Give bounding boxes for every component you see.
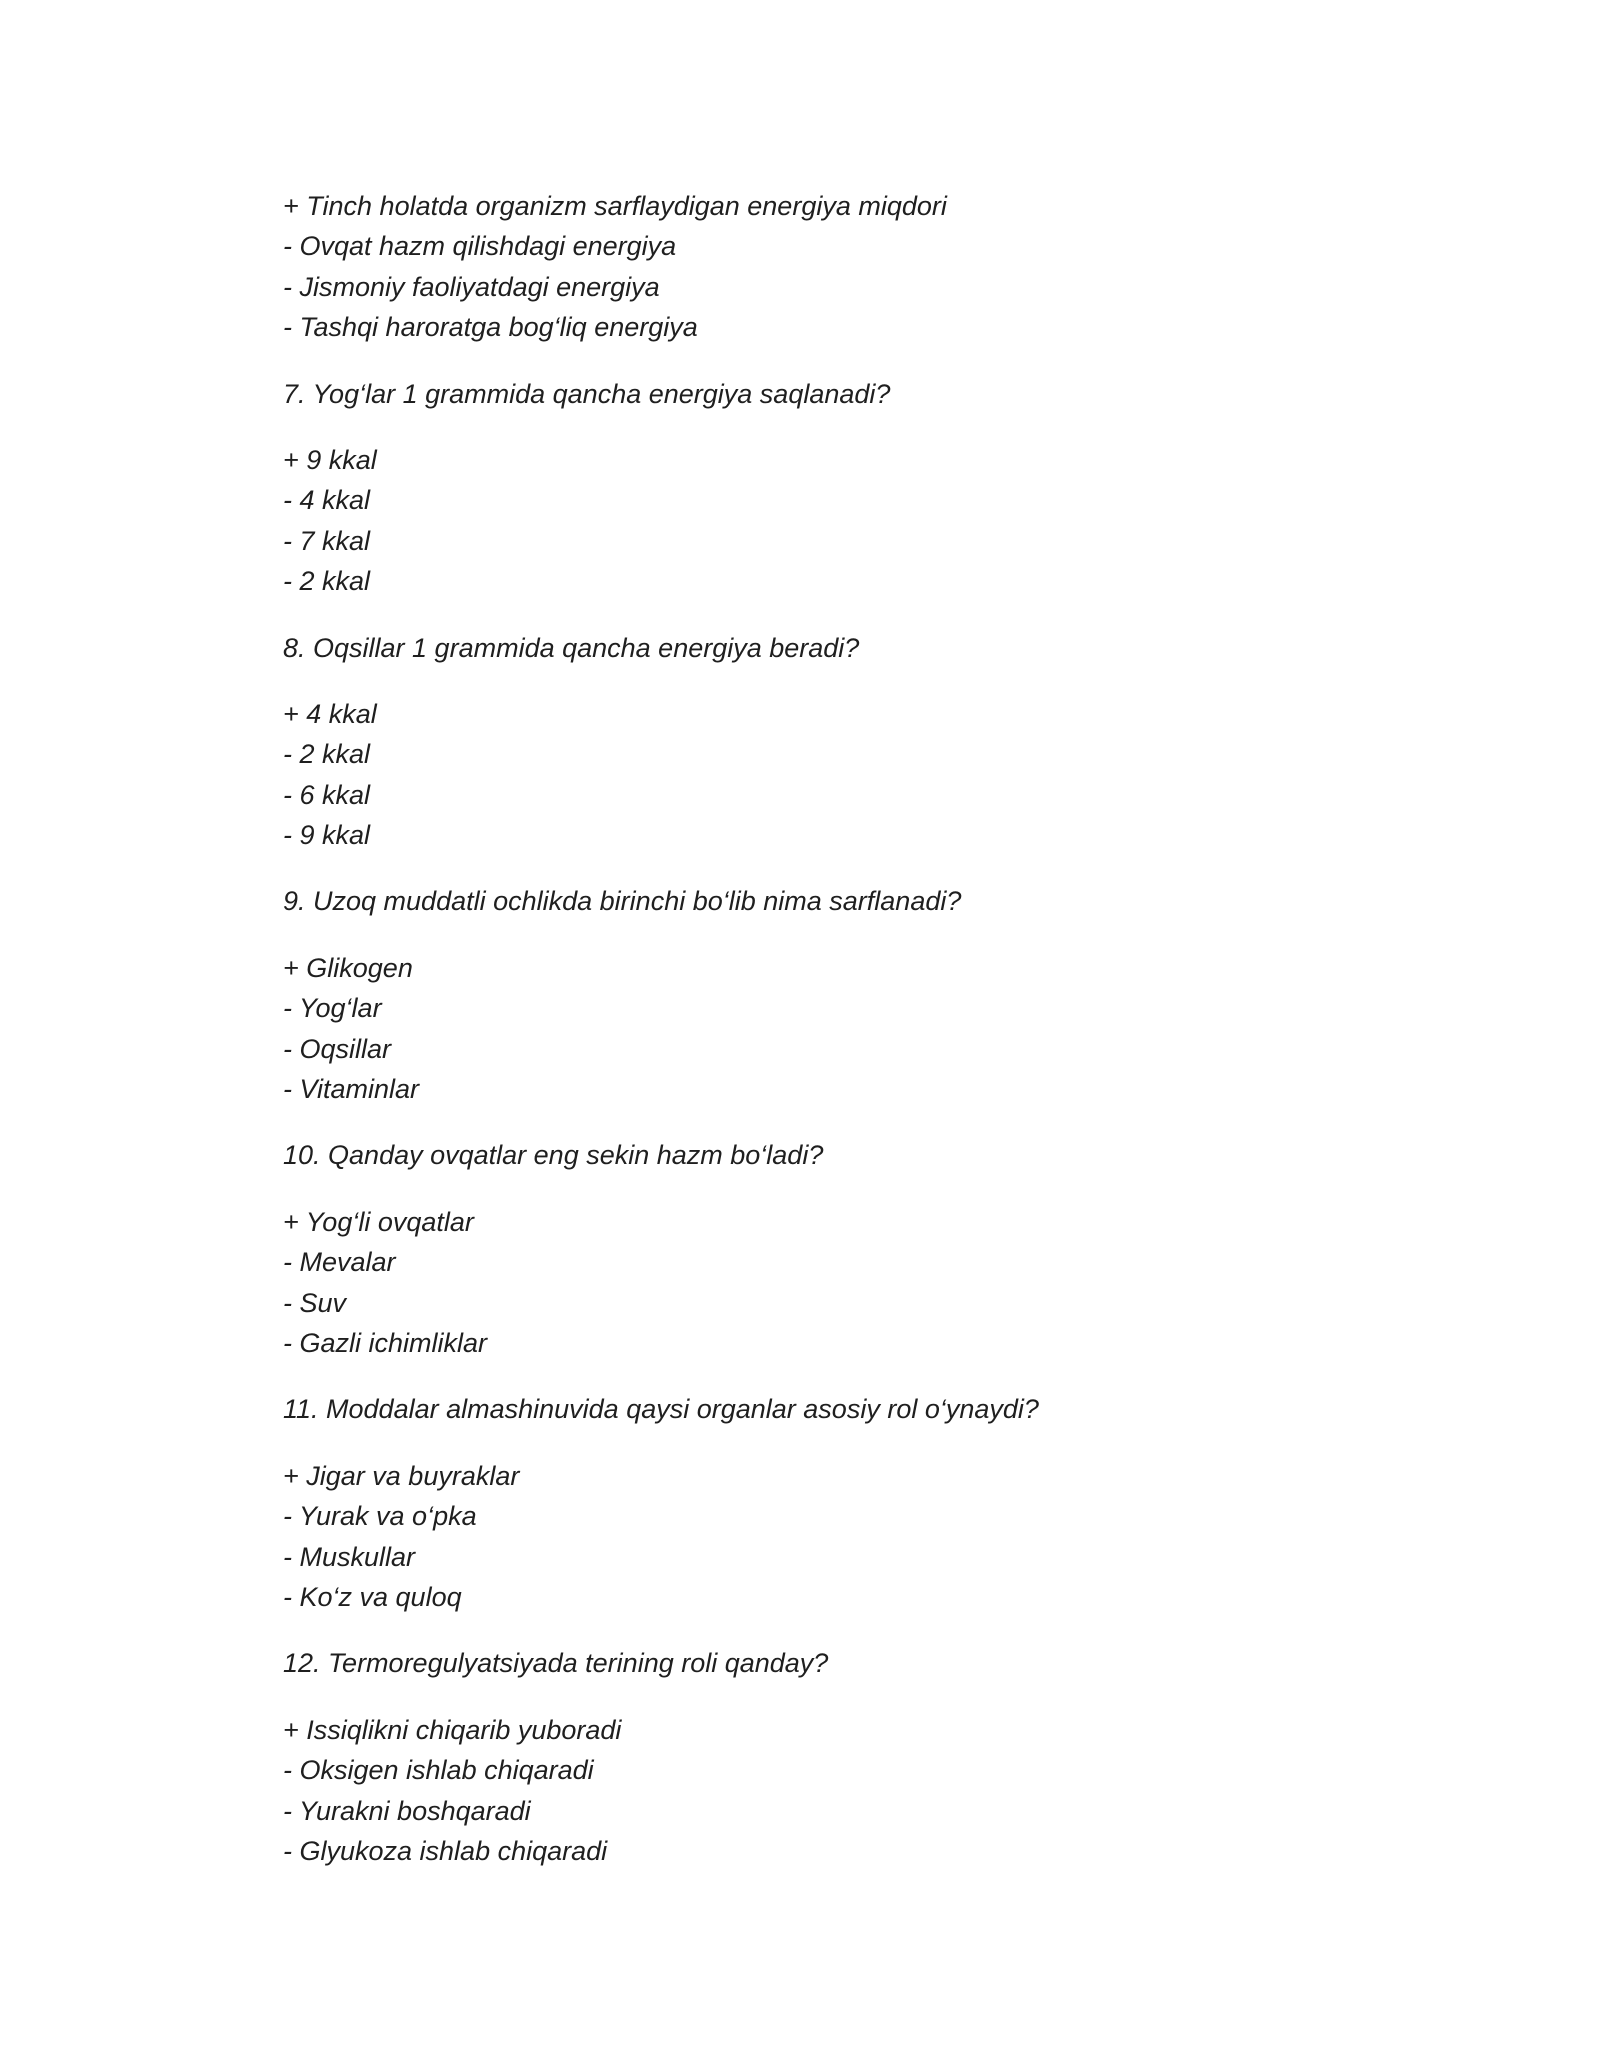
answer-option: - Ko‘z va quloq <box>283 1581 462 1612</box>
answer-option: - Jismoniy faoliyatdagi energiya <box>283 271 660 302</box>
question-7 <box>283 374 1383 602</box>
answer-option-correct: + 9 kkal <box>283 444 377 475</box>
answer-option-correct: + Jigar va buyraklar <box>283 1460 520 1491</box>
answer-option: - Mevalar <box>283 1247 396 1278</box>
answer-option-correct: + 4 kkal <box>283 698 377 729</box>
question-text: 12. Termoregulyatsiyada terining roli qanday? <box>283 1648 829 1679</box>
answer-option: - 6 kkal <box>283 779 371 810</box>
answer-option: - Ovqat hazm qilishdagi energiya <box>283 231 677 262</box>
question-text: 9. Uzoq muddatli ochlikda birinchi bo‘lib nima sarflanadi? <box>283 886 962 917</box>
question-text: 8. Oqsillar 1 grammida qancha energiya beradi? <box>283 632 860 663</box>
intro-options <box>283 186 1383 348</box>
question-10 <box>283 1135 1383 1363</box>
answer-option-correct: + Tinch holatda organizm sarflaydigan energiya miqdori <box>283 191 947 221</box>
question-9 <box>283 881 1383 1109</box>
answer-option: - 2 kkal <box>283 739 371 770</box>
answer-option: - 2 kkal <box>283 566 371 597</box>
answer-option: - 7 kkal <box>283 525 371 556</box>
answer-option: - Oqsillar <box>283 1033 392 1064</box>
question-text: 10. Qanday ovqatlar eng sekin hazm bo‘ladi? <box>283 1140 824 1171</box>
answer-option: - 4 kkal <box>283 485 371 516</box>
answer-option: - Gazli ichimliklar <box>283 1327 488 1358</box>
answer-option: - Yog‘lar <box>283 993 382 1024</box>
answer-option: - Suv <box>283 1287 347 1318</box>
answer-option: - Yurak va o‘pka <box>283 1501 477 1532</box>
answer-option-correct: + Issiqlikni chiqarib yuboradi <box>283 1714 622 1745</box>
answer-option: - Glyukoza ishlab chiqaradi <box>283 1835 608 1866</box>
answer-option: - Tashqi haroratga bog‘liq energiya <box>283 312 698 343</box>
question-text: 11. Moddalar almashinuvida qaysi organlar asosiy rol o‘ynaydi? <box>283 1394 1039 1425</box>
answer-option-correct: + Glikogen <box>283 952 413 983</box>
answer-option: - Oksigen ishlab chiqaradi <box>283 1755 594 1786</box>
question-8 <box>283 628 1383 856</box>
document-page <box>283 186 1383 1871</box>
answer-option: - 9 kkal <box>283 820 371 851</box>
answer-option-correct: + Yog‘li ovqatlar <box>283 1206 474 1237</box>
answer-option: - Vitaminlar <box>283 1074 420 1105</box>
answer-option: - Yurakni boshqaradi <box>283 1795 531 1826</box>
answer-option: - Muskullar <box>283 1541 416 1572</box>
question-text: 7. Yog‘lar 1 grammida qancha energiya saqlanadi? <box>283 378 891 409</box>
question-11 <box>283 1389 1383 1617</box>
question-12 <box>283 1643 1383 1871</box>
